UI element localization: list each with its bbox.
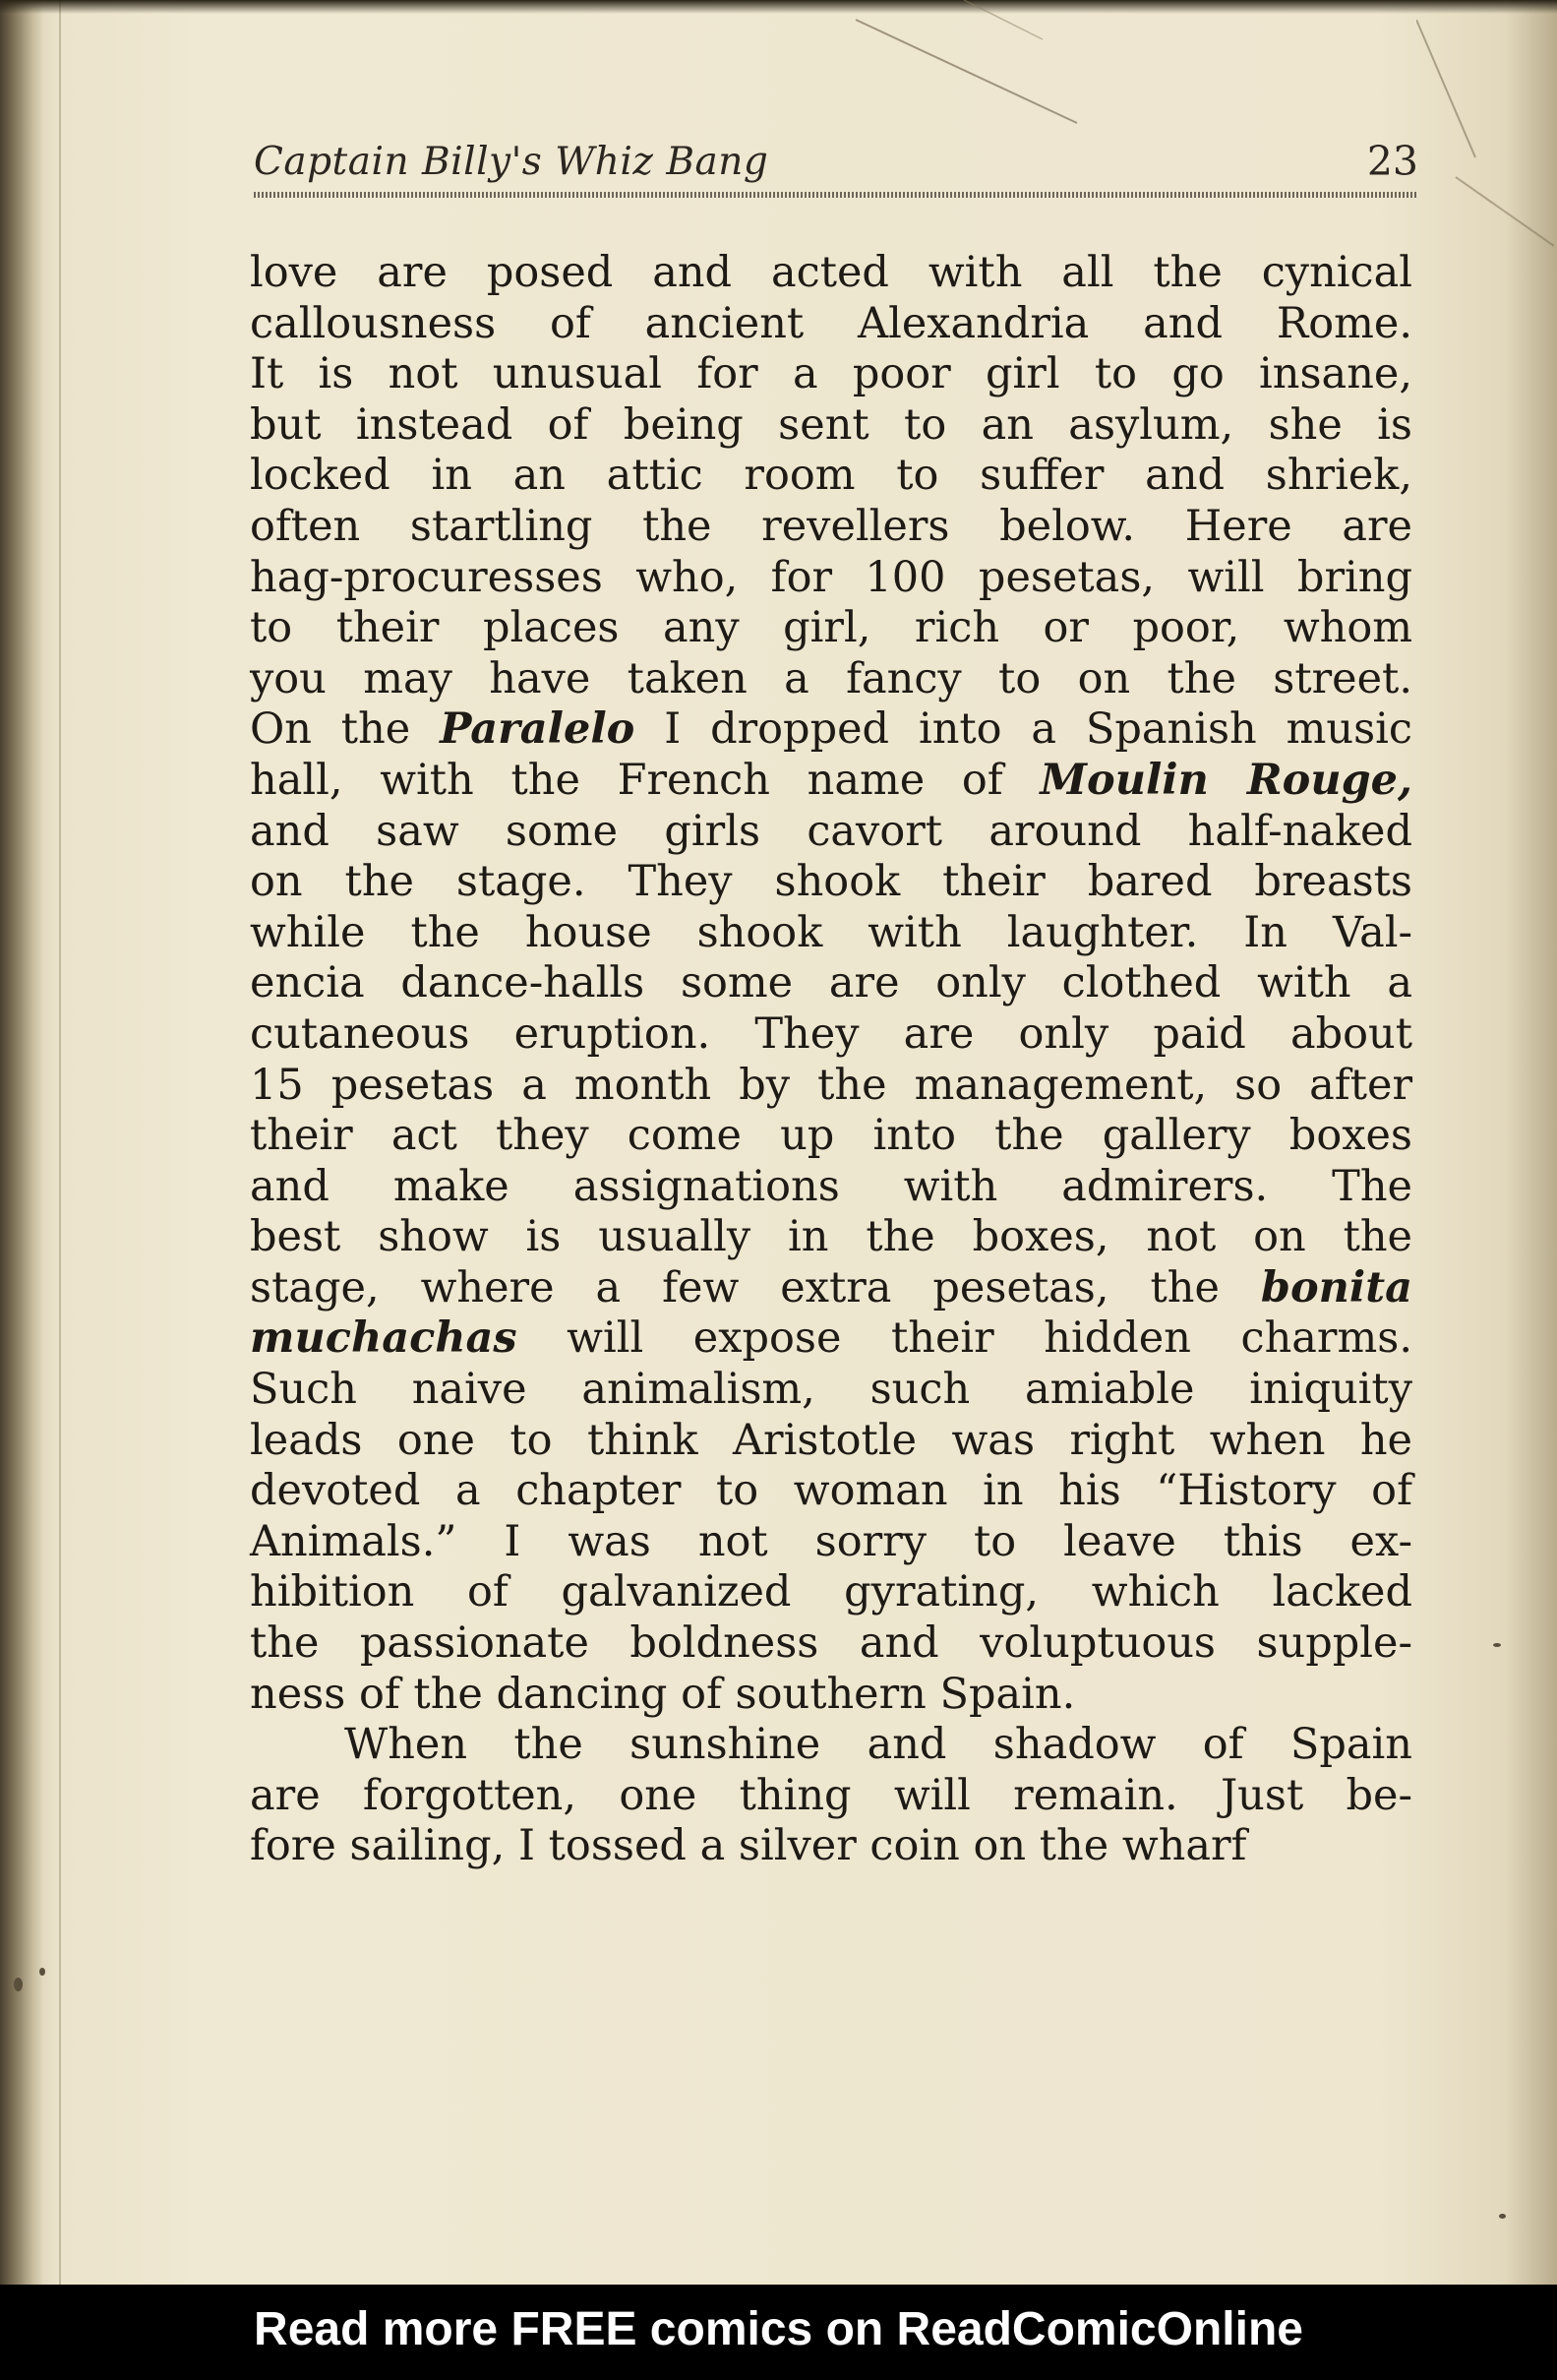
text-line bbox=[250, 299, 1412, 350]
text-run: devoted a chapter to woman in his “History of bbox=[250, 1466, 1412, 1516]
text-line bbox=[250, 1061, 1412, 1112]
text-line bbox=[250, 1212, 1412, 1263]
text-line bbox=[250, 1670, 1412, 1721]
text-run: and make assignations with admirers. The bbox=[250, 1161, 1412, 1211]
text-run: hall, with the French name of bbox=[250, 755, 1041, 805]
text-run: 15 pesetas a month by the management, so after bbox=[250, 1060, 1412, 1110]
text-line bbox=[250, 1618, 1412, 1670]
text-line bbox=[250, 1466, 1412, 1517]
text-line bbox=[250, 1162, 1412, 1213]
paper-blemish bbox=[14, 1978, 23, 1991]
header-rule bbox=[254, 192, 1418, 198]
text-line bbox=[250, 451, 1412, 502]
text-line bbox=[250, 1720, 1412, 1771]
emphasized-term: Moulin Rouge, bbox=[1040, 755, 1412, 805]
text-run: fore sailing, I tossed a silver coin on the wharf bbox=[250, 1821, 1247, 1871]
emphasized-term: bonita bbox=[1260, 1262, 1412, 1312]
text-line bbox=[250, 1263, 1412, 1314]
text-run: the passionate boldness and voluptuous supple- bbox=[250, 1618, 1412, 1669]
book-spine-shadow bbox=[0, 0, 43, 2285]
text-line bbox=[250, 1821, 1412, 1872]
text-line bbox=[250, 1111, 1412, 1162]
text-line bbox=[250, 1009, 1412, 1061]
text-run: callousness of ancient Alexandria and Rome. bbox=[250, 298, 1412, 348]
text-line bbox=[250, 1771, 1412, 1822]
text-line bbox=[250, 1517, 1412, 1568]
article-body bbox=[250, 248, 1412, 1872]
text-line bbox=[250, 553, 1412, 604]
text-line bbox=[250, 857, 1412, 908]
text-run: hibition of galvanized gyrating, which lacked bbox=[250, 1567, 1412, 1617]
text-line bbox=[250, 908, 1412, 959]
page-fold-marks bbox=[846, 0, 1082, 128]
text-run: encia dance-halls some are only clothed with a bbox=[250, 958, 1412, 1008]
text-run: It is not unusual for a poor girl to go insane, bbox=[250, 349, 1412, 399]
text-line bbox=[250, 1313, 1412, 1365]
paragraph bbox=[250, 248, 1412, 1720]
text-run: Animals.” I was not sorry to leave this ex- bbox=[250, 1516, 1412, 1566]
page-edge-crease bbox=[1416, 20, 1554, 266]
text-run: love are posed and acted with all the cynical bbox=[250, 248, 1412, 297]
text-line bbox=[250, 958, 1412, 1009]
text-run: their act they come up into the gallery boxes bbox=[250, 1111, 1412, 1161]
text-run: on the stage. They shook their bared breasts bbox=[250, 857, 1412, 907]
paragraph bbox=[250, 1720, 1412, 1872]
text-line bbox=[250, 756, 1412, 807]
footer-banner-text: Read more FREE comics on ReadComicOnline bbox=[254, 2303, 1303, 2355]
text-run: you may have taken a fancy to on the street. bbox=[250, 653, 1412, 703]
text-run: but instead of being sent to an asylum, she is bbox=[250, 399, 1412, 450]
text-run: while the house shook with laughter. In Val- bbox=[250, 907, 1412, 957]
text-line bbox=[250, 248, 1412, 299]
paper-blemish bbox=[1493, 1643, 1501, 1647]
text-run: are forgotten, one thing will remain. Just be- bbox=[250, 1770, 1412, 1820]
running-head bbox=[254, 140, 1418, 189]
emphasized-term: Paralelo bbox=[440, 704, 635, 755]
text-run: On the bbox=[250, 704, 441, 755]
publication-title: Captain Billy's Whiz Bang bbox=[254, 140, 769, 184]
text-line bbox=[250, 349, 1412, 400]
text-run: ness of the dancing of southern Spain. bbox=[250, 1669, 1076, 1719]
text-line bbox=[250, 807, 1412, 858]
text-run: locked in an attic room to suffer and shriek, bbox=[250, 451, 1412, 501]
text-line bbox=[250, 704, 1412, 756]
text-run: Such naive animalism, such amiable iniquity bbox=[250, 1365, 1412, 1415]
text-run: to their places any girl, rich or poor, whom bbox=[250, 603, 1412, 653]
text-run: stage, where a few extra pesetas, the bbox=[250, 1262, 1261, 1312]
page-top-edge bbox=[0, 0, 1557, 14]
emphasized-term: muchachas bbox=[250, 1313, 517, 1364]
text-run: leads one to think Aristotle was right when he bbox=[250, 1415, 1412, 1465]
text-line bbox=[250, 1416, 1412, 1467]
text-run: hag-procuresses who, for 100 pesetas, will bring bbox=[250, 552, 1412, 602]
paper-blemish bbox=[39, 1968, 45, 1976]
page-crease bbox=[59, 0, 61, 2285]
text-run: best show is usually in the boxes, not on the bbox=[250, 1212, 1412, 1262]
text-line bbox=[250, 1365, 1412, 1416]
text-line bbox=[250, 654, 1412, 705]
text-run: often startling the revellers below. Here are bbox=[250, 501, 1412, 551]
page-number: 23 bbox=[1366, 138, 1418, 185]
text-run: cutaneous eruption. They are only paid about bbox=[250, 1008, 1412, 1059]
text-line bbox=[250, 400, 1412, 452]
text-run: and saw some girls cavort around half-naked bbox=[250, 806, 1412, 856]
text-run: When the sunshine and shadow of Spain bbox=[344, 1720, 1412, 1770]
text-line bbox=[250, 1567, 1412, 1618]
text-line bbox=[250, 603, 1412, 654]
text-line bbox=[250, 502, 1412, 553]
text-run: will expose their hidden charms. bbox=[516, 1313, 1412, 1364]
paper-blemish bbox=[1499, 2214, 1506, 2219]
text-run: I dropped into a Spanish music bbox=[634, 704, 1412, 755]
